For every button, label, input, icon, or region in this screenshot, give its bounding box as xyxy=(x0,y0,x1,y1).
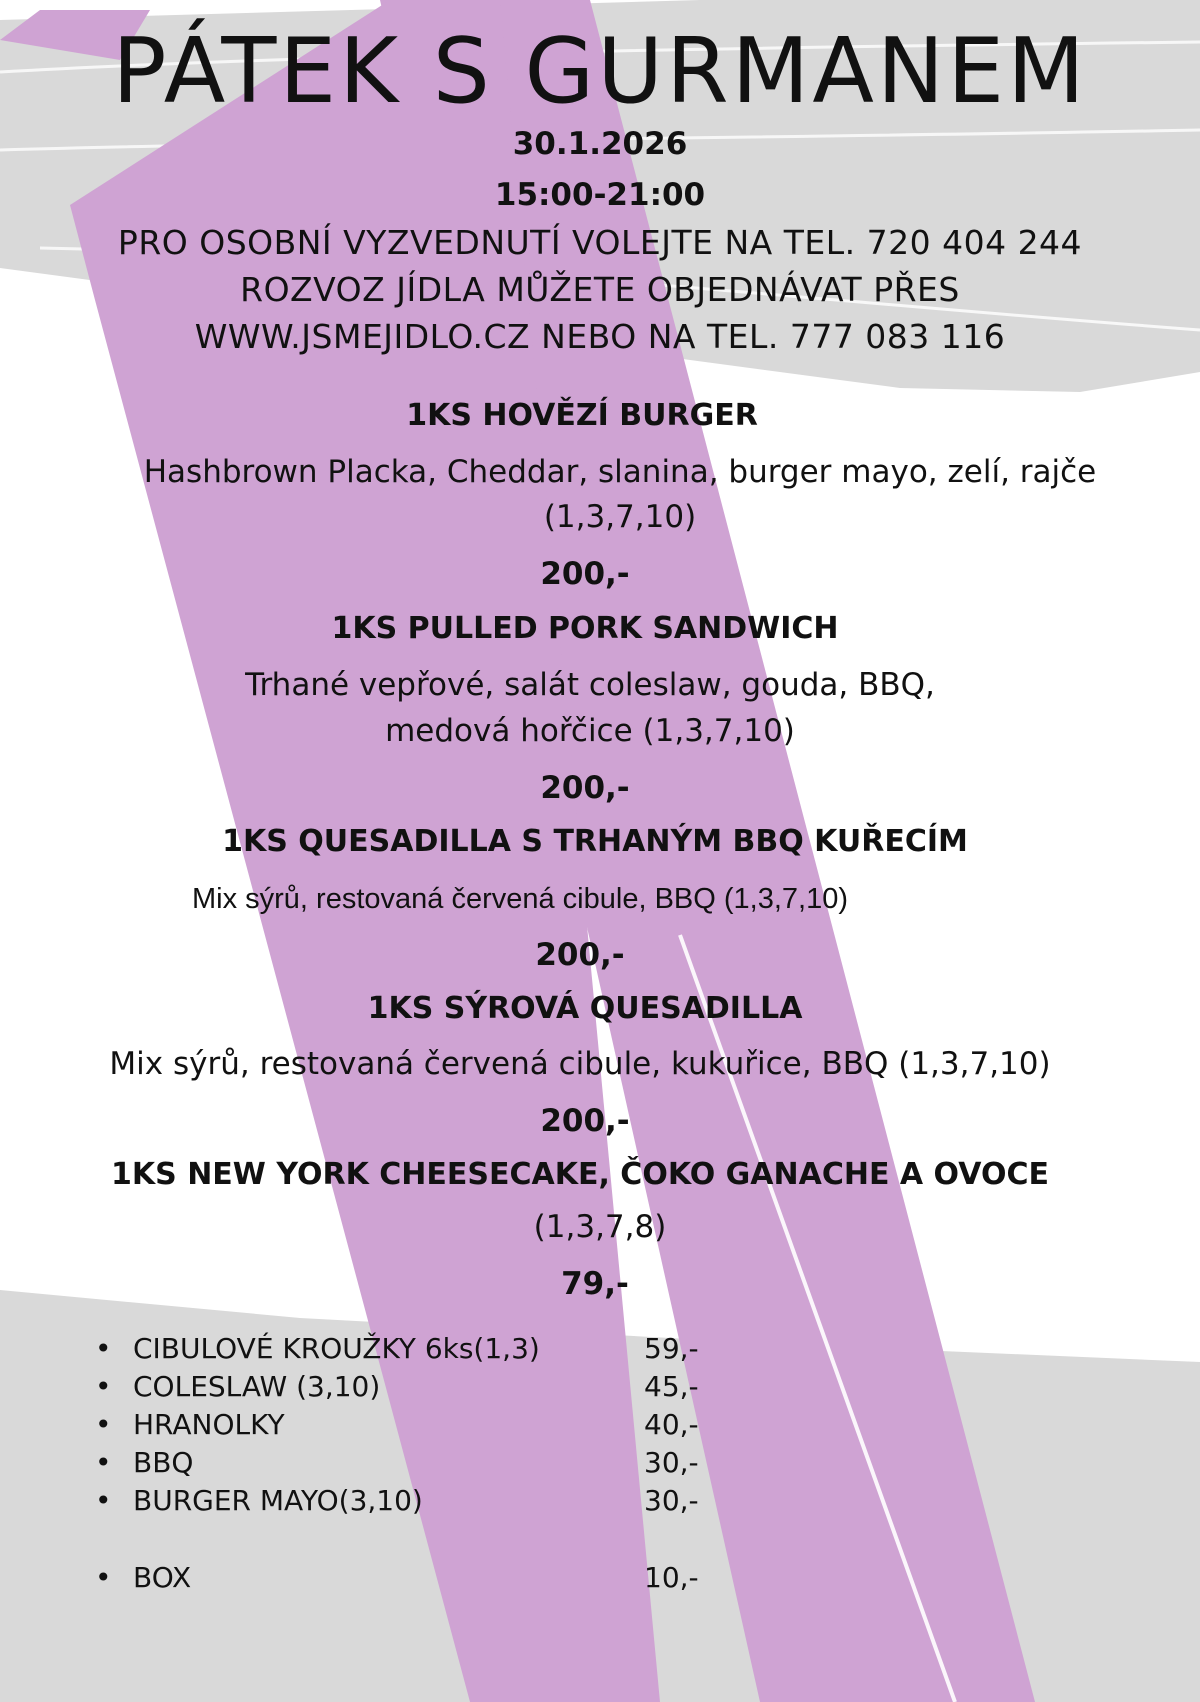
side-price: 30,- xyxy=(644,1446,699,1479)
list-item xyxy=(95,1559,795,1597)
menu-item-price: 200,- xyxy=(540,770,630,806)
side-name: BBQ xyxy=(133,1446,194,1479)
menu-item-price: 200,- xyxy=(540,1103,630,1139)
menu-item-description: Mix sýrů, restovaná červená cibule, BBQ (1,3,7,10) xyxy=(191,883,848,915)
delivery-info: ROZVOZ JÍDLA MŮŽETE OBJEDNÁVAT PŘES xyxy=(240,270,960,309)
list-item xyxy=(95,1406,795,1444)
side-price: 10,- xyxy=(644,1561,699,1594)
menu-item-description: medová hořčice (1,3,7,10) xyxy=(385,713,795,749)
menu-item-name: 1KS PULLED PORK SANDWICH xyxy=(331,611,839,646)
event-hours: 15:00-21:00 xyxy=(494,177,706,213)
bullet-icon: • xyxy=(95,1561,112,1594)
menu-item-description: Mix sýrů, restovaná červená cibule, kukuřice, BBQ (1,3,7,10) xyxy=(109,1046,1051,1082)
list-item xyxy=(95,1482,795,1520)
delivery-contact: WWW.JSMEJIDLO.CZ NEBO NA TEL. 777 083 116 xyxy=(194,317,1006,356)
menu-item-price: 200,- xyxy=(540,556,630,592)
menu-item-allergens: (1,3,7,8) xyxy=(533,1209,667,1245)
list-item xyxy=(95,1330,795,1368)
side-name: CIBULOVÉ KROUŽKY 6ks(1,3) xyxy=(133,1332,540,1365)
side-name: HRANOLKY xyxy=(133,1408,285,1441)
bullet-icon: • xyxy=(95,1332,112,1365)
side-price: 45,- xyxy=(644,1370,699,1403)
menu-item-description: Trhané vepřové, salát coleslaw, gouda, BBQ, xyxy=(245,667,935,703)
side-price: 30,- xyxy=(644,1484,699,1517)
sides-list xyxy=(95,1330,795,1597)
bullet-icon: • xyxy=(95,1370,112,1403)
bullet-icon: • xyxy=(95,1408,112,1441)
side-price: 40,- xyxy=(644,1408,699,1441)
bullet-icon: • xyxy=(95,1446,112,1479)
list-item xyxy=(95,1368,795,1406)
menu-item-allergens: (1,3,7,10) xyxy=(543,499,697,535)
list-item xyxy=(95,1444,795,1482)
menu-item-name: 1KS QUESADILLA S TRHANÝM BBQ KUŘECÍM xyxy=(222,824,968,859)
menu-item-name: 1KS NEW YORK CHEESECAKE, ČOKO GANACHE A OVOCE xyxy=(111,1157,1049,1192)
side-name: BURGER MAYO(3,10) xyxy=(133,1484,423,1517)
pickup-info: PRO OSOBNÍ VYZVEDNUTÍ VOLEJTE NA TEL. 720 404 244 xyxy=(117,223,1083,262)
event-date: 30.1.2026 xyxy=(512,126,688,162)
menu-item-name: 1KS HOVĚZÍ BURGER xyxy=(406,398,758,433)
menu-item-description: Hashbrown Placka, Cheddar, slanina, burger mayo, zelí, rajče xyxy=(143,454,1097,490)
menu-item-price: 79,- xyxy=(561,1266,629,1302)
side-name: COLESLAW (3,10) xyxy=(133,1370,381,1403)
bullet-icon: • xyxy=(95,1484,112,1517)
side-price: 59,- xyxy=(644,1332,699,1365)
side-name: BOX xyxy=(133,1561,192,1594)
page-title: PÁTEK S GURMANEM xyxy=(112,19,1088,124)
menu-item-price: 200,- xyxy=(535,937,625,973)
menu-item-name: 1KS SÝROVÁ QUESADILLA xyxy=(367,991,803,1026)
